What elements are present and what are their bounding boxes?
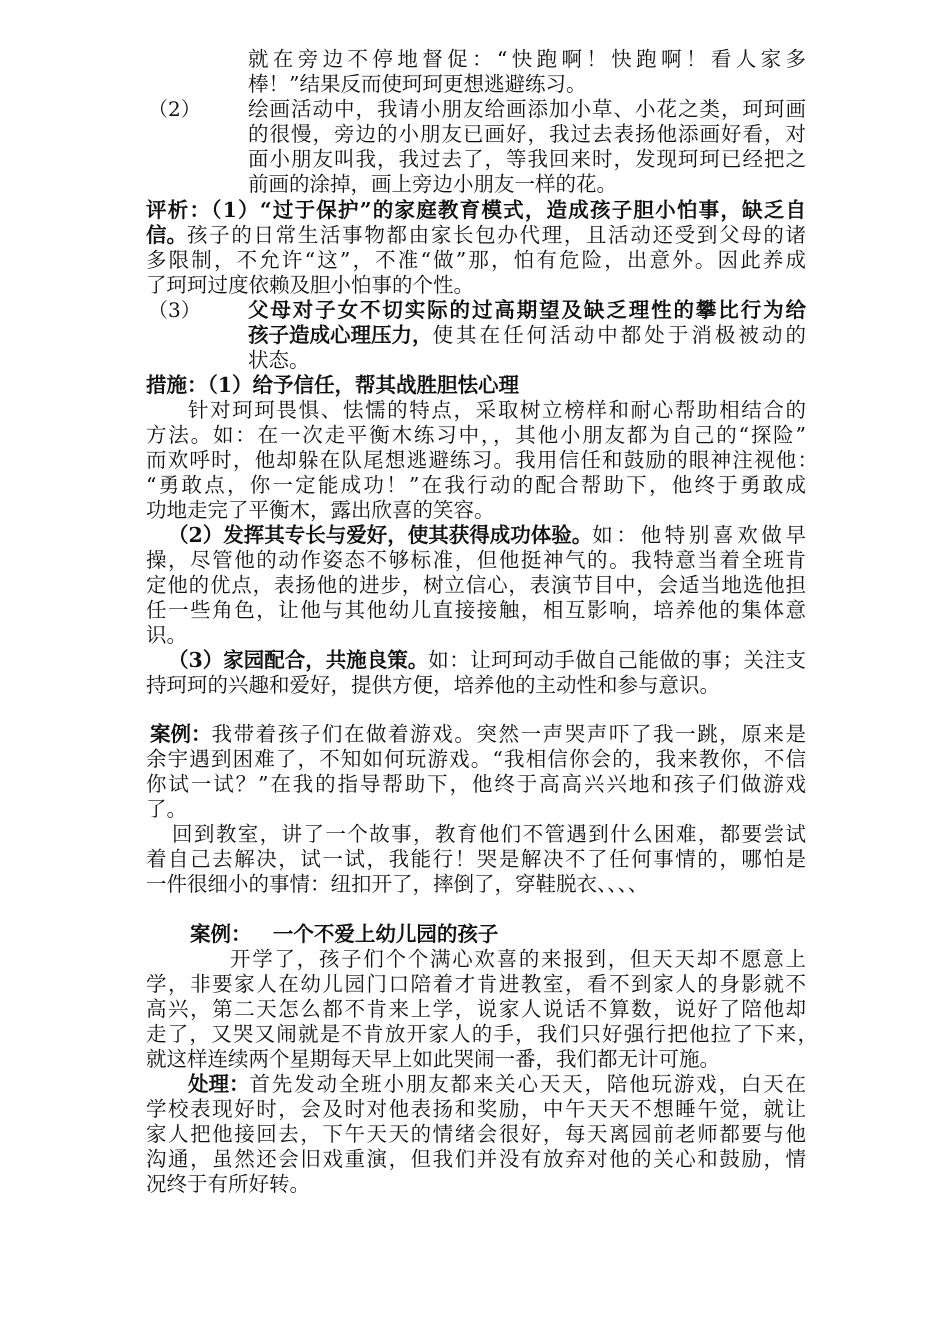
text-line: 而欢呼时，他却躲在队尾想逃避练习。我用信任和鼓励的眼神注视他： bbox=[146, 448, 818, 472]
bold-run: 案例： bbox=[150, 722, 212, 746]
text-line: 家人把他接回去，下午天天的情绪会很好，每天离园前老师都要与他 bbox=[146, 1122, 806, 1146]
bold-run: 孩子造成心理压力， bbox=[248, 323, 433, 347]
text-line: 走了，又哭又闹就是不肯放开家人的手，我们只好强行把他拉了下来， bbox=[146, 1022, 818, 1046]
text-line: 沟通，虽然还会旧戏重演，但我们并没有放弃对他的关心和鼓励，情 bbox=[146, 1147, 806, 1171]
text-line: 棒！”结果反而使珂珂更想逃避练习。 bbox=[248, 72, 587, 96]
text-line: 你试一试？”在我的指导帮助下，他终于高高兴兴地和孩子们做游戏 bbox=[146, 772, 806, 796]
text-line: 了。 bbox=[146, 797, 187, 821]
text-line: 一件很细小的事情：纽扣开了，摔倒了，穿鞋脱衣、、、、 bbox=[146, 872, 649, 896]
text-line: 定他的优点，表扬他的进步，树立信心，表演节目中，会适当地选他担 bbox=[146, 573, 806, 597]
bold-run: 处理： bbox=[188, 1072, 250, 1096]
text-line: 前画的涂掉，画上旁边小朋友一样的花。 bbox=[248, 172, 617, 196]
text-line: 任一些角色，让他与其他幼儿直接接触，相互影响，培养他的集体意 bbox=[146, 598, 806, 622]
text-line: 学校表现好时，会及时对他表扬和奖励，中午天天不想睡午觉，就让 bbox=[146, 1097, 806, 1121]
text-line: 持珂珂的兴趣和爱好，提供方便，培养他的主动性和参与意识。 bbox=[146, 673, 720, 697]
text-line: 况终于有所好转。 bbox=[146, 1172, 310, 1196]
text-line: “勇敢点，你一定能成功！”在我行动的配合帮助下，他终于勇敢成 bbox=[146, 473, 806, 497]
text-line bbox=[168, 523, 806, 548]
text-run: 使其在任何活动中都处于消极被动的 bbox=[432, 323, 806, 347]
text-run: 如：让珂珂动手做自己能做的事；关注支 bbox=[428, 648, 806, 672]
text-line: 针对珂珂畏惧、怯懦的特点，采取树立榜样和耐心帮助相结合的 bbox=[188, 398, 806, 422]
text-line: 方法。如：在一次走平衡木练习中，，其他小朋友都为自己的“探险” bbox=[146, 423, 806, 447]
text-line bbox=[146, 223, 806, 248]
bold-run: （3）家园配合，共施良策。 bbox=[168, 648, 429, 672]
text-line: 绘画活动中，我请小朋友给画添加小草、小花之类，珂珂画 bbox=[248, 97, 806, 121]
text-line: 的很慢，旁边的小朋友已画好，我过去表扬他添画好看，对 bbox=[248, 122, 806, 146]
text-line: 识。 bbox=[146, 623, 187, 647]
text-line: 就这样连续两个星期每天早上如此哭闹一番，我们都无计可施。 bbox=[146, 1047, 720, 1071]
text-line: 父母对子女不切实际的过高期望及缺乏理性的攀比行为给 bbox=[248, 298, 806, 322]
bold-run: （2）发挥其专长与爱好，使其获得成功体验。 bbox=[168, 523, 593, 547]
text-line: 开学了，孩子们个个满心欢喜的来报到，但天天却不愿意上 bbox=[230, 947, 806, 971]
text-line: 学，非要家人在幼儿园门口陪着才肯进教室，看不到家人的身影就不 bbox=[146, 972, 806, 996]
text-line: 面小朋友叫我，我过去了，等我回来时，发现珂珂已经把之 bbox=[248, 147, 806, 171]
case-title: 案例： 一个不爱上幼儿园的孩子 bbox=[190, 922, 499, 946]
text-line: 多限制，不允许“这”，不准“做”那，怕有危险，出意外。因此养成 bbox=[146, 248, 806, 272]
text-line: 高兴，第二天怎么都不肯来上学，说家人说话不算数，说好了陪他却 bbox=[146, 997, 806, 1021]
text-line: 了珂珂过度依赖及胆小怕事的个性。 bbox=[146, 273, 474, 297]
text-line bbox=[248, 323, 806, 348]
text-line: 余宇遇到困难了，不知如何玩游戏。“我相信你会的，我来教你，不信 bbox=[146, 747, 806, 771]
list-number: （3） bbox=[148, 298, 201, 322]
list-number: （2） bbox=[148, 97, 201, 121]
heading-measures: 措施：（1）给予信任，帮其战胜胆怯心理 bbox=[146, 373, 520, 397]
text-line bbox=[168, 648, 806, 673]
text-line: 功地走完了平衡木，露出欣喜的笑容。 bbox=[146, 498, 495, 522]
text-line: 就在旁边不停地督促：“快跑啊！快跑啊！看人家多 bbox=[248, 47, 806, 71]
text-run: 如：他特别喜欢做早 bbox=[592, 523, 806, 547]
text-line: 着自己去解决，试一试，我能行！哭是解决不了任何事情的，哪怕是 bbox=[146, 847, 806, 871]
text-line bbox=[150, 722, 806, 747]
text-run: 首先发动全班小朋友都来关心天天，陪他玩游戏，白天在 bbox=[249, 1072, 806, 1096]
text-run: 孩子的日常生活事物都由家长包办代理，且活动还受到父母的诸 bbox=[187, 223, 806, 247]
text-line: 操，尽管他的动作姿态不够标准，但他挺神气的。我特意当着全班肯 bbox=[146, 548, 806, 572]
text-run: 我带着孩子们在做着游戏。突然一声哭声吓了我一跳，原来是 bbox=[211, 722, 806, 746]
heading-analysis: 评析：（1）“过于保护”的家庭教育模式，造成孩子胆小怕事，缺乏自 bbox=[146, 198, 806, 222]
text-line: 回到教室，讲了一个故事，教育他们不管遇到什么困难，都要尝试 bbox=[172, 822, 806, 846]
text-line: 状态。 bbox=[248, 348, 310, 372]
bold-run: 信。 bbox=[146, 223, 187, 247]
text-line bbox=[188, 1072, 806, 1097]
